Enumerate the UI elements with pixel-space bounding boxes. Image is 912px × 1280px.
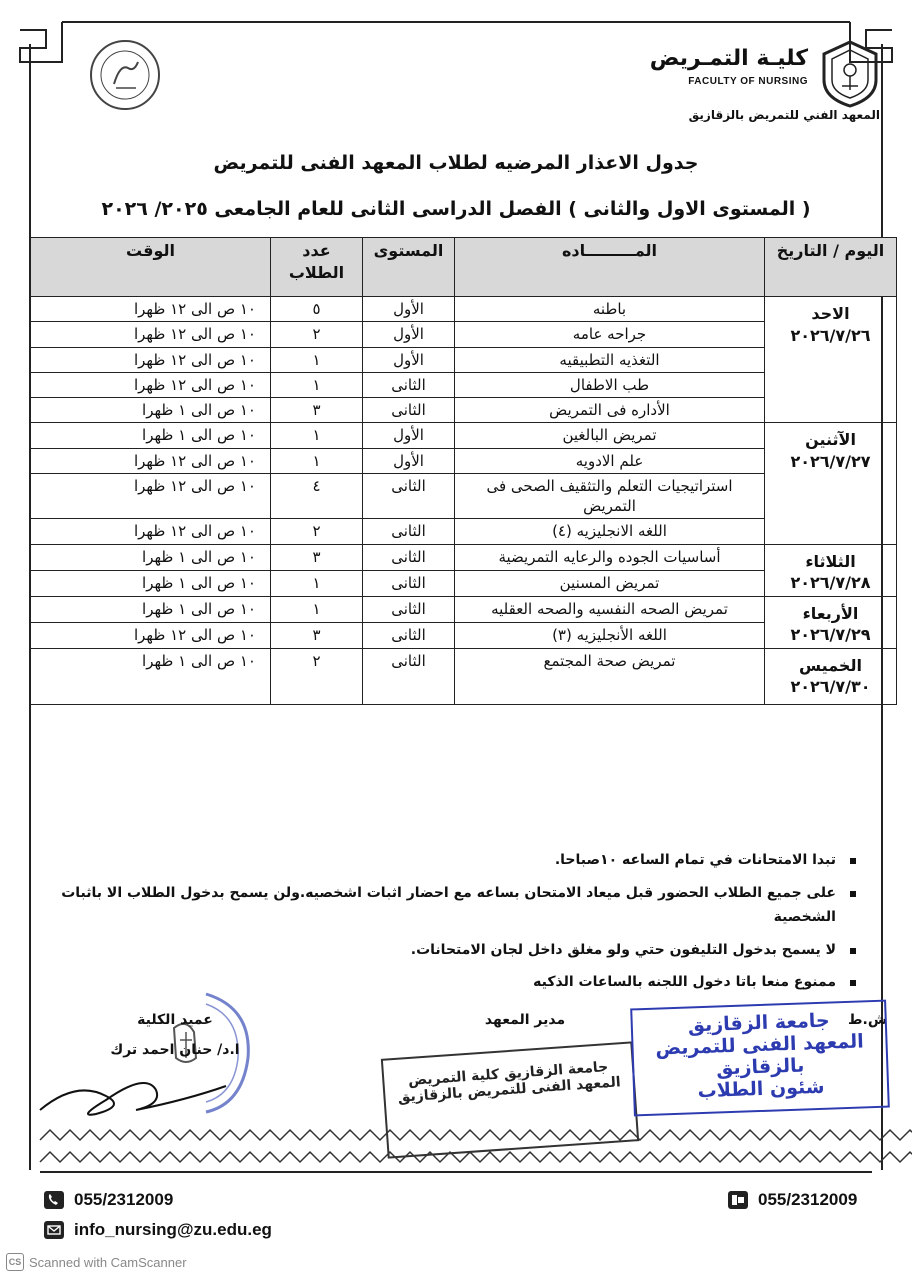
count-cell: ٤	[271, 473, 363, 519]
count-cell: ٣	[271, 622, 363, 648]
sh-label: ش.ط	[848, 1012, 888, 1028]
day-date: ٢٠٢٦/٧/٢٩	[790, 625, 871, 645]
subject-cell: اللغه الأنجليزيه (٣)	[455, 622, 765, 648]
phone-row	[44, 1185, 272, 1215]
subject-cell: التغذيه التطبيقيه	[455, 347, 765, 372]
stamp-line-3: شئون الطلاب	[697, 1075, 825, 1103]
level-cell: الثانى	[363, 648, 455, 704]
level-cell: الأول	[363, 423, 455, 448]
time-cell: ١٠ ص الى ١٢ ظهرا	[31, 347, 271, 372]
header-day-date: اليوم / التاريخ	[765, 238, 897, 297]
table-row	[31, 596, 897, 622]
day-name: الاحد	[811, 304, 850, 323]
level-cell: الأول	[363, 322, 455, 347]
note-item: ممنوع منعا باتا دخول اللجنه بالساعات الذكيه	[60, 970, 836, 995]
stamp-line-1: جامعة الزقازيق	[687, 1009, 830, 1037]
subject-cell: تمريض صحة المجتمع	[455, 648, 765, 704]
footer-contact-left	[44, 1185, 272, 1245]
time-cell: ١٠ ص الى ١ ظهرا	[31, 648, 271, 704]
subject-cell: الأداره فى التمريض	[455, 398, 765, 423]
count-cell: ١	[271, 596, 363, 622]
time-cell: ١٠ ص الى ١ ظهرا	[31, 544, 271, 570]
subject-cell: باطنه	[455, 297, 765, 322]
subject-cell: تمريض الصحه النفسيه والصحه العقليه	[455, 596, 765, 622]
table-row	[31, 648, 897, 704]
level-cell: الأول	[363, 347, 455, 372]
email-icon	[44, 1221, 64, 1239]
phone-number: 055/2312009	[74, 1190, 174, 1209]
director-title: مدير المعهد	[484, 1012, 566, 1028]
subject-cell: أساسيات الجوده والرعايه التمريضية	[455, 544, 765, 570]
student-affairs-stamp	[630, 1000, 890, 1117]
phone-icon	[44, 1191, 64, 1209]
level-cell: الأول	[363, 297, 455, 322]
level-cell: الثانى	[363, 519, 455, 544]
table-row	[31, 297, 897, 322]
count-cell: ٣	[271, 544, 363, 570]
institute-seal-icon	[88, 38, 162, 112]
count-cell: ١	[271, 570, 363, 596]
count-cell: ٢	[271, 322, 363, 347]
faculty-stamp	[381, 1041, 639, 1158]
header-subject: المـــــــــاده	[455, 238, 765, 297]
subject-cell: اللغه الانجليزيه (٤)	[455, 519, 765, 544]
time-cell: ١٠ ص الى ١٢ ظهرا	[31, 372, 271, 397]
count-cell: ١	[271, 347, 363, 372]
faculty-header	[580, 40, 880, 130]
count-cell: ٢	[271, 519, 363, 544]
subject-cell: تمريض المسنين	[455, 570, 765, 596]
time-cell: ١٠ ص الى ١٢ ظهرا	[31, 448, 271, 473]
subject-cell: جراحه عامه	[455, 322, 765, 347]
fax-icon	[728, 1191, 748, 1209]
count-cell: ٢	[271, 648, 363, 704]
day-cell	[765, 648, 897, 704]
day-cell	[765, 423, 897, 544]
subject-cell: طب الاطفال	[455, 372, 765, 397]
dean-signature-icon	[36, 1060, 236, 1120]
document-subtitle: ( المستوى الاول والثانى ) الفصل الدراسى الثانى للعام الجامعى ٢٠٢٥/ ٢٠٢٦	[101, 198, 811, 220]
subject-cell: علم الادويه	[455, 448, 765, 473]
document-title: جدول الاعذار المرضيه لطلاب المعهد الفنى للتمريض	[213, 152, 699, 174]
faculty-name-english: FACULTY OF NURSING	[688, 76, 808, 87]
table-header-row	[31, 238, 897, 297]
day-cell	[765, 297, 897, 423]
exam-schedule-table	[30, 237, 897, 705]
note-item: تبدا الامتحانات في تمام الساعه ١٠صباحا.	[60, 848, 836, 873]
count-cell: ٣	[271, 398, 363, 423]
note-item: لا يسمح بدخول التليفون حتي ولو مغلق داخل لجان الامتحانات.	[60, 938, 836, 963]
camscanner-logo-icon: CS	[6, 1253, 24, 1271]
fax-number: 055/2312009	[758, 1190, 858, 1209]
exam-notes	[60, 848, 860, 1003]
day-name: الثلاثاء	[805, 551, 856, 571]
day-name: الأربعاء	[802, 603, 859, 623]
level-cell: الثانى	[363, 622, 455, 648]
level-cell: الثانى	[363, 372, 455, 397]
time-cell: ١٠ ص الى ١ ظهرا	[31, 570, 271, 596]
day-date: ٢٠٢٦/٧/٢٨	[790, 573, 871, 593]
level-cell: الثانى	[363, 570, 455, 596]
header-time: الوقت	[31, 238, 271, 297]
subject-cell: تمريض البالغين	[455, 423, 765, 448]
dean-name: ا.د/ حنان احمد ترك	[110, 1042, 240, 1058]
nursing-shield-logo-icon	[820, 40, 880, 108]
day-name: الخميس	[799, 655, 862, 675]
table-row	[31, 544, 897, 570]
time-cell: ١٠ ص الى ١ ظهرا	[31, 423, 271, 448]
email-row	[44, 1215, 272, 1245]
header-level: المستوى	[363, 238, 455, 297]
header-student-count: عدد الطلاب	[271, 238, 363, 297]
time-cell: ١٠ ص الى ١٢ ظهرا	[31, 297, 271, 322]
level-cell: الثانى	[363, 544, 455, 570]
footer-contact-right	[728, 1185, 857, 1215]
time-cell: ١٠ ص الى ١ ظهرا	[31, 596, 271, 622]
dean-signature-block	[90, 1012, 260, 1058]
time-cell: ١٠ ص الى ١٢ ظهرا	[31, 473, 271, 519]
level-cell: الثانى	[363, 398, 455, 423]
time-cell: ١٠ ص الى ١٢ ظهرا	[31, 519, 271, 544]
count-cell: ٥	[271, 297, 363, 322]
count-cell: ١	[271, 372, 363, 397]
stamp-line-2: المعهد الفنى للتمريض بالزقازيق	[655, 1030, 865, 1080]
subject-cell: استراتيجيات التعلم والتثقيف الصحى فى التمريض	[455, 473, 765, 519]
note-item: على جميع الطلاب الحضور قبل ميعاد الامتحان بساعه مع احضار اثبات اشخصيه.ولن يسمح بدخول الطلاب الا باثبات الشخصية	[60, 881, 836, 930]
day-name: الآثنين	[805, 430, 856, 450]
table-row	[31, 423, 897, 448]
time-cell: ١٠ ص الى ١٢ ظهرا	[31, 322, 271, 347]
day-date: ٢٠٢٦/٧/٢٧	[790, 451, 871, 471]
time-cell: ١٠ ص الى ١ ظهرا	[31, 398, 271, 423]
faculty-stamp-text: جامعة الزقازيق كلية التمريض المعهد الفنى للتمريض بالزقازيق	[397, 1059, 622, 1106]
dean-title: عميد الكلية	[137, 1012, 213, 1028]
faculty-name-arabic: كليـة التمـريض	[649, 46, 808, 71]
scanner-text: Scanned with CamScanner	[29, 1254, 187, 1270]
level-cell: الأول	[363, 448, 455, 473]
time-cell: ١٠ ص الى ١٢ ظهرا	[31, 622, 271, 648]
level-cell: الثانى	[363, 596, 455, 622]
count-cell: ١	[271, 423, 363, 448]
scanner-watermark	[6, 1253, 187, 1271]
count-cell: ١	[271, 448, 363, 473]
email-address[interactable]: info_nursing@zu.edu.eg	[74, 1220, 272, 1239]
day-cell	[765, 544, 897, 596]
day-date: ٢٠٢٦/٧/٣٠	[790, 677, 871, 697]
day-cell	[765, 596, 897, 648]
day-date: ٢٠٢٦/٧/٢٦	[790, 325, 871, 345]
level-cell: الثانى	[363, 473, 455, 519]
institute-name: المعهد الفني للتمريض بالزقازيق	[688, 108, 880, 122]
